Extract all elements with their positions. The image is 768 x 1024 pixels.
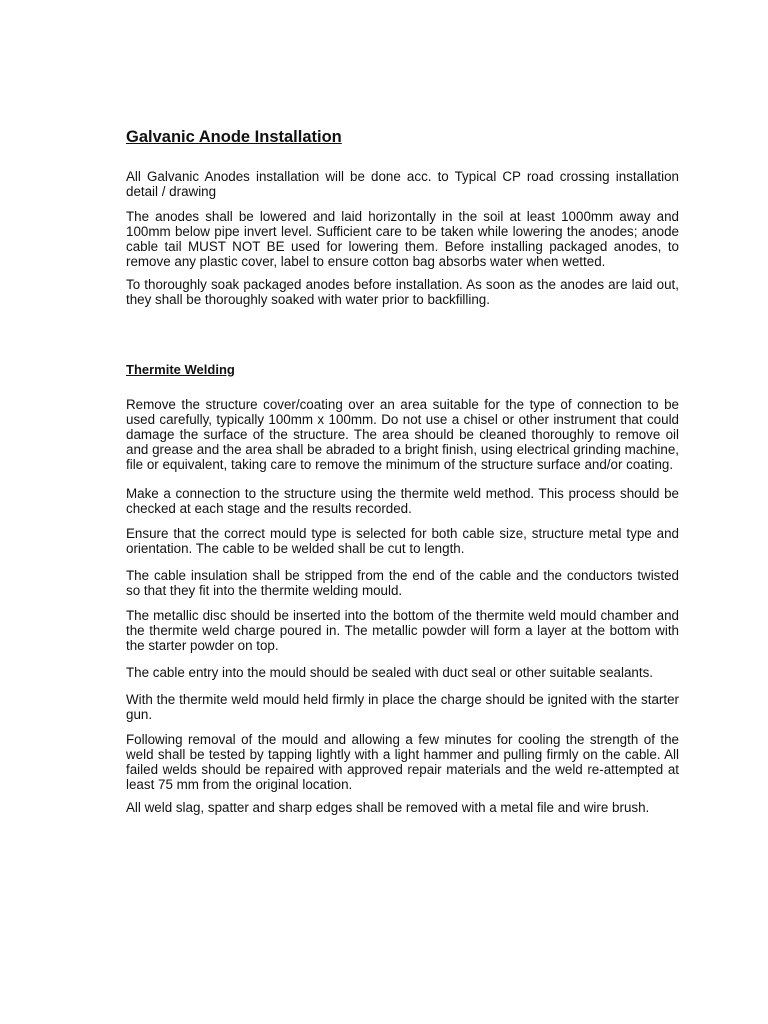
paragraph: Following removal of the mould and allowing a few minutes for cooling the strength of the weld shall be tested by tapping lightly with a light hammer and pulling firmly on the cable. All failed welds should be repaired with approved repair materials and the weld re-attempted at least 75 mm from the original location. — [126, 732, 679, 792]
section-heading-thermite-welding: Thermite Welding — [126, 362, 235, 377]
paragraph: With the thermite weld mould held firmly in place the charge should be ignited with the starter gun. — [126, 692, 679, 722]
paragraph: Ensure that the correct mould type is selected for both cable size, structure metal type and orientation. The cable to be welded shall be cut to length. — [126, 526, 679, 556]
paragraph: Make a connection to the structure using the thermite weld method. This process should be checked at each stage and the results recorded. — [126, 486, 679, 516]
paragraph: Remove the structure cover/coating over an area suitable for the type of connection to be used carefully, typically 100mm x 100mm. Do not use a chisel or other instrument that could damage the surface of the structure. The area should be cleaned thoroughly to remove oil and grease and the area shall be abraded to a bright finish, using electrical grinding machine, file or equivalent, taking care to remove the minimum of the structure surface and/or coating. — [126, 397, 679, 472]
paragraph: The metallic disc should be inserted into the bottom of the thermite weld mould chamber and the thermite weld charge poured in. The metallic powder will form a layer at the bottom with the starter powder on top. — [126, 608, 679, 653]
paragraph: The anodes shall be lowered and laid horizontally in the soil at least 1000mm away and 100mm below pipe invert level. Sufficient care to be taken while lowering the anodes; anode cable tail MUST NOT BE used for lowering them. Before installing packaged anodes, to remove any plastic cover, label to ensure cotton bag absorbs water when wetted. — [126, 209, 679, 269]
document-content — [126, 126, 679, 815]
paragraph: All weld slag, spatter and sharp edges shall be removed with a metal file and wire brush. — [126, 800, 650, 815]
section-heading-galvanic-anode-installation: Galvanic Anode Installation — [126, 128, 342, 146]
paragraph: To thoroughly soak packaged anodes before installation. As soon as the anodes are laid out, they shall be thoroughly soaked with water prior to backfilling. — [126, 277, 679, 307]
paragraph: All Galvanic Anodes installation will be done acc. to Typical CP road crossing installation detail / drawing — [126, 169, 679, 199]
paragraph: The cable entry into the mould should be sealed with duct seal or other suitable sealants. — [126, 665, 654, 680]
paragraph: The cable insulation shall be stripped from the end of the cable and the conductors twisted so that they fit into the thermite welding mould. — [126, 568, 679, 598]
